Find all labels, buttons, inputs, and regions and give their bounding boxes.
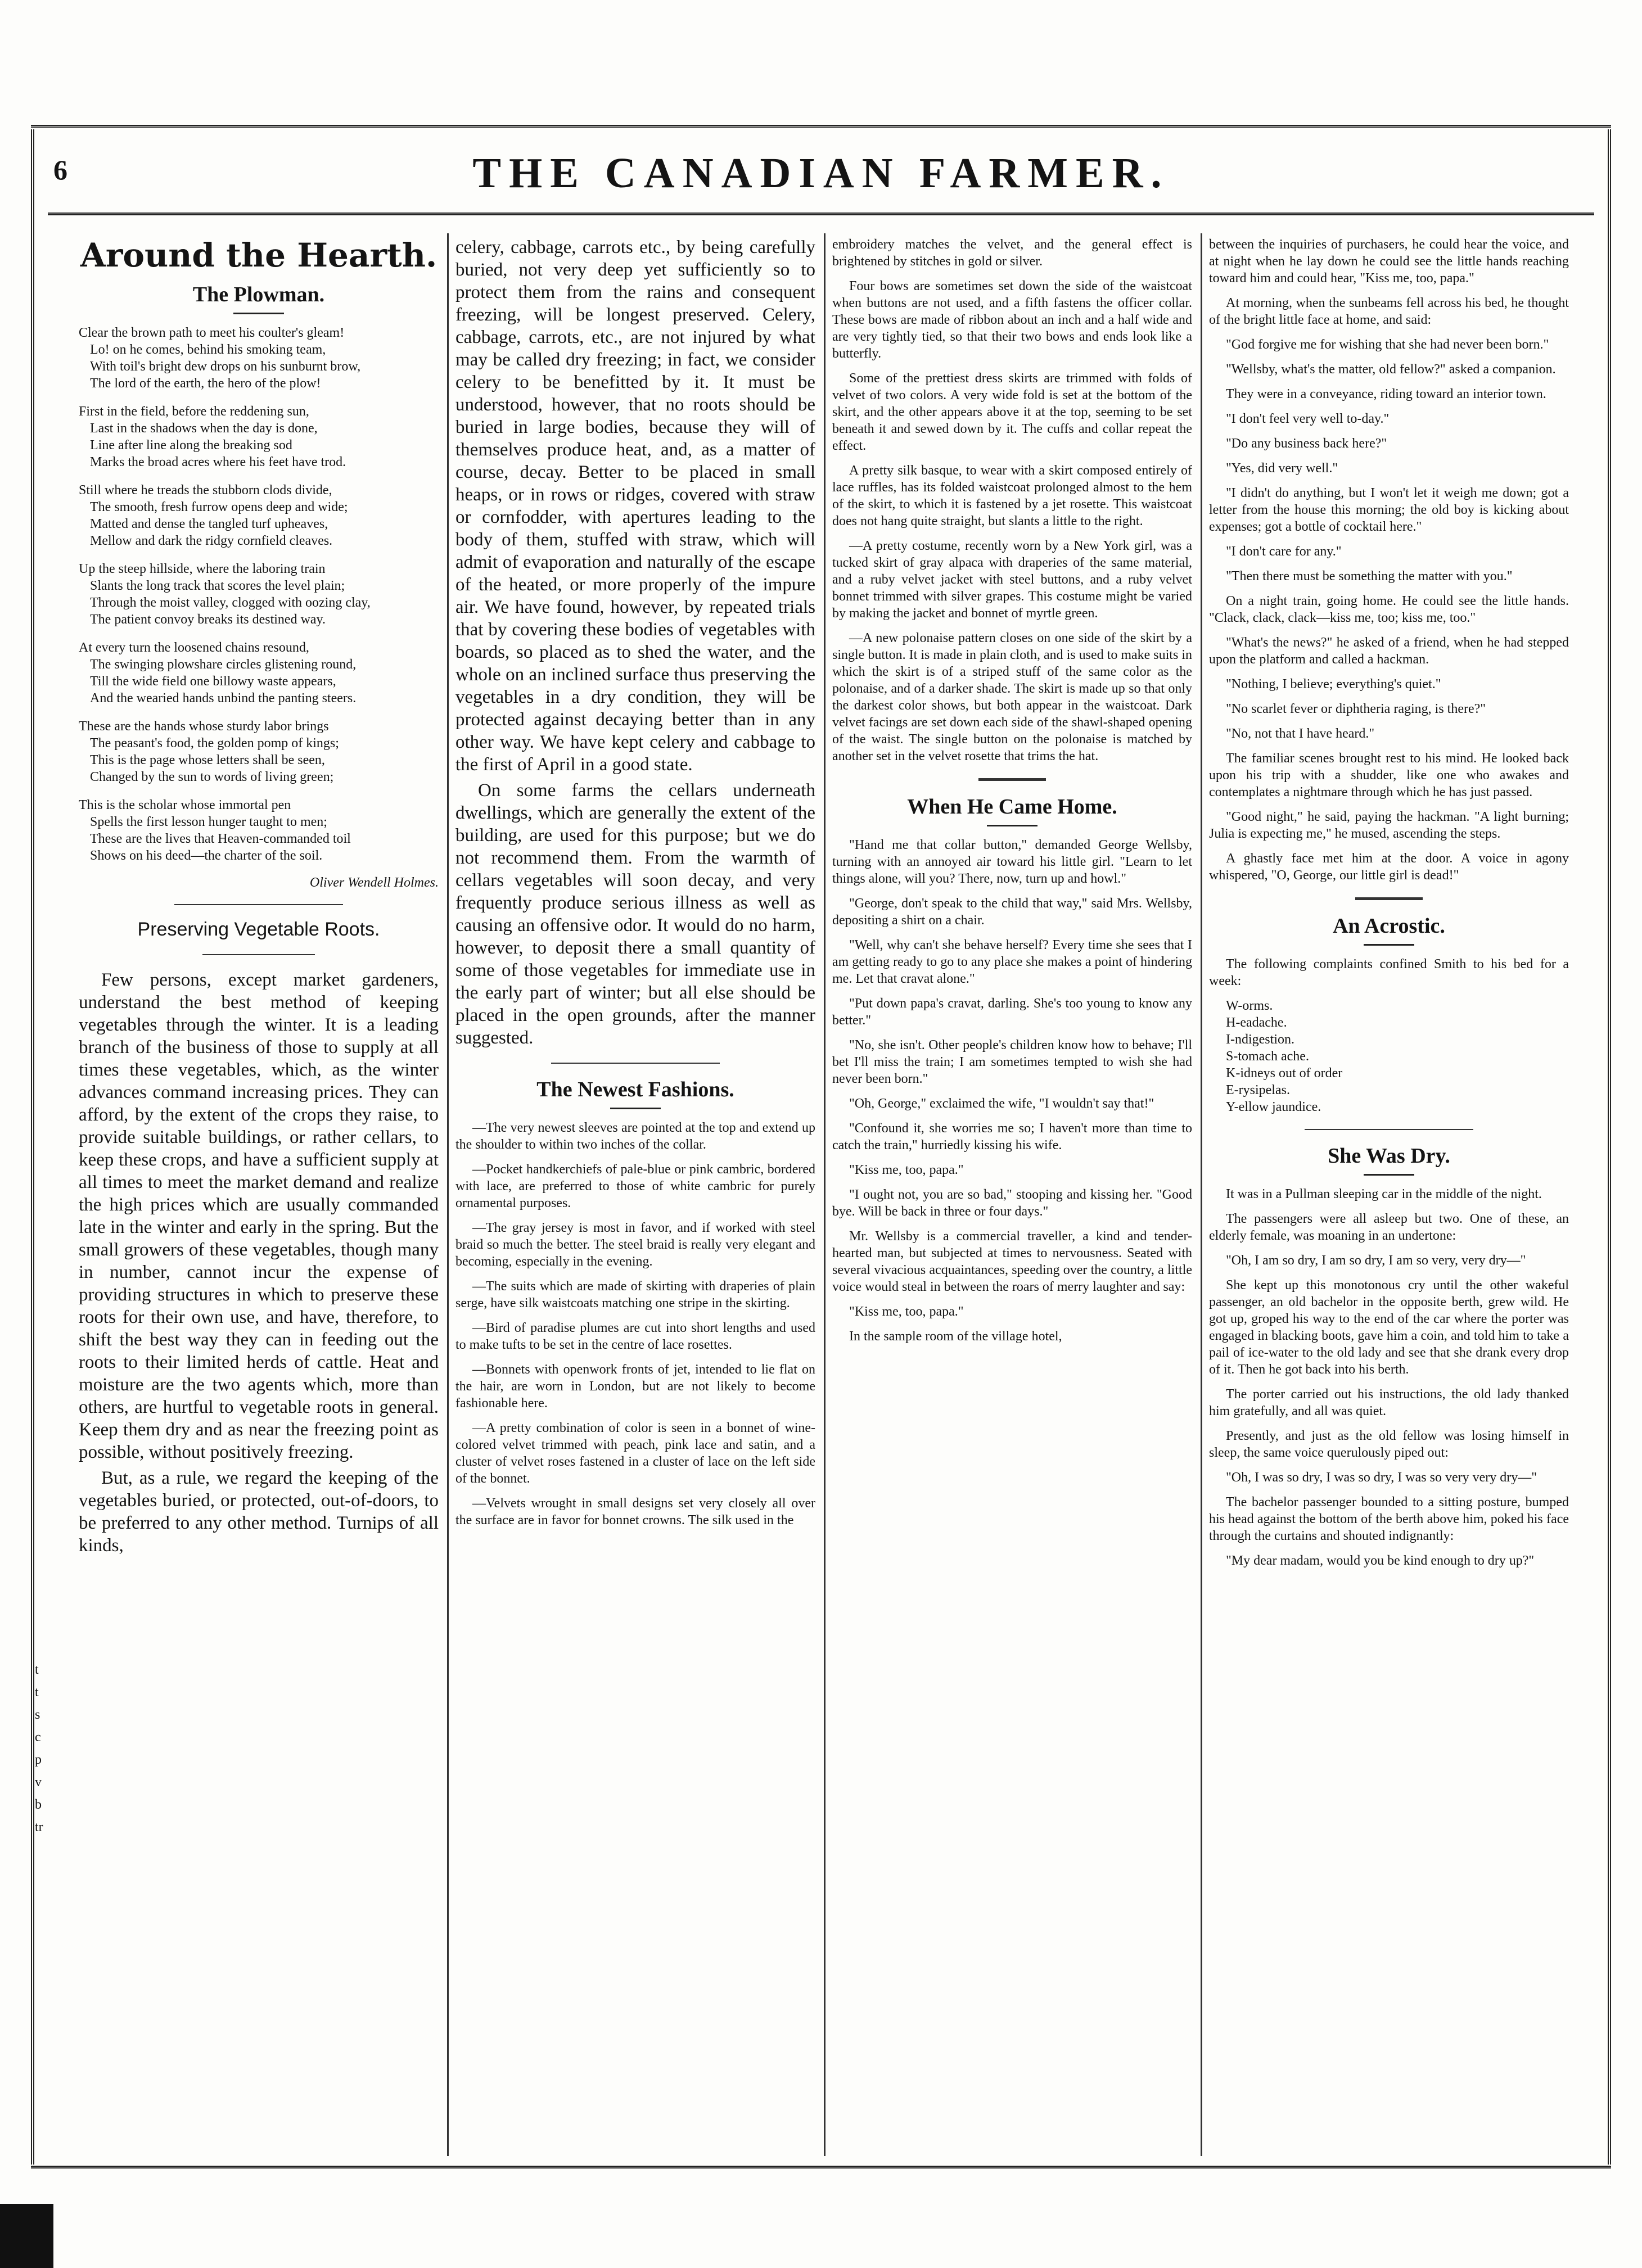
page-top-rule [31,125,1611,128]
page-bottom-rule [31,2166,1611,2168]
title-rule [233,313,284,314]
story-paragraph: "Put down papa's cravat, darling. She's too young to know any better." [832,996,1192,1028]
separator-rule [174,904,343,905]
dry-paragraph: The bachelor passenger bounded to a sitting posture, bumped his head against the bottom of the berth above him, poked his face through the curtains and shouted indignantly: [1209,1495,1569,1543]
column-4 [1209,236,1569,2153]
fashion-item: —Bonnets with openwork fronts of jet, intended to lie flat on the hair, are worn in London, but are not likely to become fashionable here. [455,1362,815,1411]
story-paragraph: "Hand me that collar button," demanded George Wellsby, turning with an annoyed air toward his little girl. "Learn to let things alone, will you? There, now, turn up and howl." [832,838,1192,886]
story-paragraph: The familiar scenes brought rest to his mind. He looked back upon his trip with a shudder, like one who awakes and contemplates a nightmare through which he has just passed. [1209,751,1569,799]
story-paragraph: In the sample room of the village hotel, [849,1329,1062,1344]
margin-letter: p [35,1752,42,1767]
story-paragraph: At morning, when the sunbeams fell across his bed, he thought of the bright little face at home, and said: [1209,296,1569,327]
poem-title: The Plowman. [192,283,325,306]
fashion-item: —The gray jersey is most in favor, and if worked with steel braid so much the better. The steel braid is really very elegant and becoming, especially in the evening. [455,1221,815,1269]
story-paragraph: "I don't feel very well to-day." [1226,412,1390,426]
fashion-paragraph: embroidery matches the velvet, and the general effect is brightened by stitches in gold or silver. [832,237,1192,269]
article-paragraph: On some farms the cellars underneath dwellings, which are generally the extent of the building, are used for this purpose; but we do not recommend them. From the warmth of cellars vegetables will soon decay, and very frequently produce serious illness as well as causing an offensive odor. It would do no harm, however, to deposit there a small quantity of some of those vegetables for immediate use in the early part of winter; but all else should be placed in the open grounds, after the manner suggested. [455,780,815,1048]
acrostic-title: An Acrostic. [1333,914,1445,938]
column-2 [455,236,815,2153]
fashion-paragraph: Some of the prettiest dress skirts are trimmed with folds of velvet of two colors. A very wide fold is set at the bottom of the skirt, and the other appears above it at the top, seeming to be set beneath it and sewed down by it. The cuffs and collar repeat the effect. [832,371,1192,453]
fashion-paragraph: Four bows are sometimes set down the side of the waistcoat when buttons are not used, and a fifth fastens the officer collar. These bows are made of ribbon about an inch and a half wide and are very tightly tied, so that their two bows and ends look like a butterfly. [832,279,1192,361]
story-paragraph: "George, don't speak to the child that way," said Mrs. Wellsby, depositing a shirt on a chair. [832,896,1192,928]
story-paragraph: "I didn't do anything, but I won't let it weigh me down; got a letter from the house this morning; the old boy is kicking about expenses; got a bottle of cocktail here." [1209,486,1569,534]
story-body [832,837,1192,1345]
dry-paragraph: The passengers were all asleep but two. One of these, an elderly female, was moaning in an undertone: [1209,1212,1569,1243]
separator-rule [551,1063,720,1064]
story-paragraph: "No, she isn't. Other people's children know how to behave; I'll bet I'll miss the train; I am sometimes tempted to wish she had never been born." [832,1038,1192,1086]
article-paragraph: Few persons, except market gardeners, understand the best method of keeping vegetables through the winter. It is a leading branch of the business of those to supply at all times these vegetables, which, as the winter advances command increasing prices. They can afford, by the extent of the crops they raise, to provide suitable buildings, or rather cellars, to keep these crops, and have a sufficient supply at all times to meet the market demand and realize the high prices which are usually commanded late in the winter and early in the spring. But the small growers of these vegetables, though many in number, cannot incur the expense of providing structures in which to preserve these roots for their own use, and have, therefore, to shift the best way they can in feeding out the roots to their limited herds of cattle. Heat and moisture are the two agents which, more than others, are hurtful to vegetable roots in general. Keep them dry and as near the freezing point as possible, without positively freezing. [79,970,439,1462]
margin-letter: c [35,1730,41,1745]
dry-paragraph: It was in a Pullman sleeping car in the middle of the night. [1226,1187,1542,1201]
article-title: Preserving Vegetable Roots. [137,919,380,940]
title-rule [987,825,1037,826]
dry-paragraph: "Oh, I am so dry, I am so dry, I am so very, very dry—" [1226,1253,1526,1268]
acrostic-line: K-idneys out of order [1226,1066,1343,1081]
column-divider [447,233,449,2156]
fashion-item: —The very newest sleeves are pointed at the top and extend up the shoulder to within two inches of the collar. [455,1121,815,1152]
masthead [48,149,1594,200]
acrostic-line: H-eadache. [1226,1015,1287,1030]
acrostic-list [1209,997,1569,1115]
separator-rule [1305,1129,1473,1130]
acrostic-line: Y-ellow jaundice. [1226,1100,1321,1114]
margin-letter: t [35,1685,39,1700]
poem-stanza: Clear the brown path to meet his coulter's gleam! Lo! on he comes, behind his smoking team, With toil's bright dew drops on his sunburnt brow, The lord of the earth, the hero of the plow! [79,326,361,391]
margin-letter: t [35,1662,39,1677]
poem-stanza: First in the field, before the reddening sun, Last in the shadows when the day is done, Line after line along the breaking sod Marks the broad acres where his feet have trod. [79,404,346,469]
margin-letter: v [35,1775,42,1790]
poem-stanza: Up the steep hillside, where the laboring train Slants the long track that scores the level plain; Through the moist valley, clogged with oozing clay, The patient convoy breaks its destined way. [79,562,371,627]
story-paragraph: They were in a conveyance, riding toward an interior town. [1226,387,1546,401]
fashion-paragraph: A pretty silk basque, to wear with a skirt composed entirely of lace ruffles, has its folded waistcoat prolonged almost to the hem of the skirt, to which it is fastened by a jet rosette. This waistcoat does not hang quite straight, but slants a little to the right. [832,463,1192,528]
fashion-item: —Pocket handkerchiefs of pale-blue or pink cambric, bordered with lace, are preferred to those of white cambric for purely ornamental purposes. [455,1162,815,1210]
poem-stanza: At every turn the loosened chains resound, The swinging plowshare circles glistening round, Till the wide field one billowy waste appears, And the wearied hands unbind the panting steers. [79,640,357,706]
poem-stanza: This is the scholar whose immortal pen Spells the first lesson hunger taught to men; These are the lives that Heaven-commanded toil Shows on his deed—the charter of the soil. [79,798,351,863]
story-paragraph: "Nothing, I believe; everything's quiet." [1226,677,1441,692]
fashion-items [455,1119,815,1529]
newspaper-title: THE CANADIAN FARMER. [472,150,1170,197]
story-paragraph: "Good night," he said, paying the hackman. "A light burning; Julia is expecting me," he mused, ascending the steps. [1209,810,1569,841]
story-paragraph: Mr. Wellsby is a commercial traveller, a kind and tender-hearted man, but subjected at times to nervousness. Seated with several vivacious acquaintances, speeding over the country, a little voice would steal in between the roars of merry laughter and say: [832,1229,1192,1294]
poem [79,324,439,891]
story-continuation [1209,236,1569,884]
story-paragraph: "What's the news?" he asked of a friend, when he had stepped upon the platform and called a hackman. [1209,635,1569,667]
column-divider [824,233,825,2156]
poem-stanza: These are the hands whose sturdy labor brings The peasant's food, the golden pomp of kings; This is the page whose letters shall be seen, Changed by the sun to words of living green; [79,719,339,784]
story-paragraph: "Kiss me, too, papa." [849,1163,964,1177]
article-continuation [455,236,815,1049]
story-paragraph: "No scarlet fever or diphtheria raging, is there?" [1226,702,1486,716]
acrostic-intro: The following complaints confined Smith to his bed for a week: [1209,957,1569,988]
article-paragraph: But, as a rule, we regard the keeping of the vegetables buried, or protected, out-of-doors, to be preferred to any other method. Turnips of all kinds, [79,1468,439,1556]
story-paragraph: "No, not that I have heard." [1226,726,1375,741]
dry-paragraph: The porter carried out his instructions, the old lady thanked him gratefully, and all was quiet. [1209,1387,1569,1418]
column-1 [79,236,439,2153]
title-rule [1364,1174,1414,1176]
fashion-item: —The suits which are made of skirting with draperies of plain serge, have silk waistcoats matching one stripe in the skirting. [455,1279,815,1311]
title-rule [1364,944,1414,946]
story-paragraph: "God forgive me for wishing that she had never been born." [1226,337,1549,352]
dry-paragraph: Presently, and just as the old fellow was losing himself in sleep, the same voice querulously piped out: [1209,1429,1569,1460]
column-3 [832,236,1192,2153]
poem-stanza: Still where he treads the stubborn clods divide, The smooth, fresh furrow opens deep and wide; Matted and dense the tangled turf upheaves, Mellow and dark the ridgy cornfield cleaves. [79,483,348,548]
acrostic-line: E-rysipelas. [1226,1083,1290,1097]
story-paragraph: "I don't care for any." [1226,544,1342,559]
dry-paragraph: "Oh, I was so dry, I was so dry, I was so very very dry—" [1226,1470,1537,1485]
story-paragraph: "I ought not, you are so bad," stooping and kissing her. "Good bye. Will be back in three or four days." [832,1187,1192,1219]
dry-paragraph: "My dear madam, would you be kind enough to dry up?" [1226,1553,1535,1568]
margin-letter: tr [35,1820,43,1835]
story-paragraph: between the inquiries of purchasers, he could hear the voice, and at night when he lay down he could see the little hands reaching toward him and could hear, "Kiss me, too, papa." [1209,237,1569,286]
masthead-rule [48,213,1594,215]
title-rule [610,1108,661,1109]
fashion-item: —A pretty combination of color is seen in a bonnet of wine-colored velvet trimmed with peach, pink lace and satin, and a cluster of velvet roses fastened in a cluster of lace on the left side of the bonnet. [455,1421,815,1486]
fashion-paragraph: —A pretty costume, recently worn by a New York girl, was a tucked skirt of gray alpaca with draperies of the same material, and a ruby velvet jacket with steel buttons, and a ruby velvet bonnet trimmed with silver grapes. This costume might be varied by making the jacket and bonnet of myrtle green. [832,539,1192,621]
story-paragraph: A ghastly face met him at the door. A voice in agony whispered, "O, George, our little girl is dead!" [1209,851,1569,883]
margin-letter: b [35,1797,42,1812]
separator-rule [978,778,1046,781]
dry-title: She Was Dry. [1328,1144,1450,1168]
acrostic-line: I-ndigestion. [1226,1032,1294,1047]
story-paragraph: "Then there must be something the matter with you." [1226,569,1513,584]
fashion-item: —Velvets wrought in small designs set very closely all over the surface are in favor for bonnet crowns. The silk used in the [455,1496,815,1528]
page-number: 6 [53,154,67,186]
separator-rule [202,954,315,955]
story-paragraph: "Oh, George," exclaimed the wife, "I wouldn't say that!" [849,1096,1154,1111]
margin-letter: s [35,1707,40,1722]
margin-fragment-letters [35,1659,43,1838]
poem-author: Oliver Wendell Holmes. [309,875,439,890]
article-paragraph: celery, cabbage, carrots etc., by being carefully buried, not very deep yet sufficiently so to protect them from the rains and consequent freezing, will be longest preserved. Celery, cabbage, carrots, etc., are not injured by what may be called dry freezing; in fact, we consider celery to be benefitted by it. It must be understood, however, that no roots should be buried in large bodies, because they will of themselves produce heat, and, as a matter of course, decay. Better to be placed in small heaps, or in rows or ridges, covered with straw or cornfodder, with apertures leading to the body of them, stuffed with straw, which will admit of evaporation and naturally of the escape of the heated, or more properly of the impure air. We have found, however, by repeated trials that by covering these bodies of vegetables with boards, so placed as to shed the water, and the whole on an inclined surface thus preserving the vegetables in a dry condition, they will be protected against decaying better than in any other way. We have kept celery and cabbage to the first of April in a good state. [455,237,815,775]
article-body [79,969,439,1557]
story-paragraph: "Do any business back here?" [1226,436,1387,451]
acrostic-line: S-tomach ache. [1226,1049,1309,1064]
story-title: When He Came Home. [907,795,1117,819]
fashion-item: —Bird of paradise plumes are cut into short lengths and used to make tufts to be set in the centre of lace rosettes. [455,1321,815,1352]
separator-rule [1355,897,1423,900]
dry-body [1209,1186,1569,1569]
story-paragraph: "Confound it, she worries me so; I haven't more than time to catch the train," hurriedly kissing his wife. [832,1121,1192,1153]
section-heading: Around the Hearth. [80,236,437,274]
story-paragraph: On a night train, going home. He could see the little hands. "Clack, clack, clack—kiss me, too; kiss me, too." [1209,594,1569,625]
story-paragraph: "Kiss me, too, papa." [849,1304,964,1319]
fashion-title: The Newest Fashions. [536,1078,734,1101]
scan-corner-blot [0,2204,53,2268]
fashion-paragraph: —A new polonaise pattern closes on one side of the skirt by a single button. It is made in plain cloth, and is used to make suits in which the skirt is of a striped stuff of the same color as the polonaise, and of a darker shade. The skirt is made up so that only the darkest color shows, but both appear in the waistcoat. Dark velvet facings are set down each side of the shawl-shaped opening of the waist. The single button on the polonaise is matched by another set in the velvet rosette that trims the hat. [832,631,1192,763]
story-paragraph: "Yes, did very well." [1226,461,1338,476]
acrostic-line: W-orms. [1226,999,1273,1013]
column-divider [1201,233,1202,2156]
fashion-continuation [832,236,1192,765]
story-paragraph: "Wellsby, what's the matter, old fellow?" asked a companion. [1226,362,1556,377]
acrostic-intro-block [1209,956,1569,990]
dry-paragraph: She kept up this monotonous cry until the other wakeful passenger, an old bachelor in the opposite berth, grew wild. He got up, groped his way to the end of the car where the porter was engaged in blacking boots, gave him a coin, and told him to take a pail of ice-water to the old lady and see that she drank every drop of it. Then he got back into his berth. [1209,1278,1569,1377]
story-paragraph: "Well, why can't she behave herself? Every time she sees that I am getting ready to go to any place she makes a point of hindering me. Let that cravat alone." [832,938,1192,986]
